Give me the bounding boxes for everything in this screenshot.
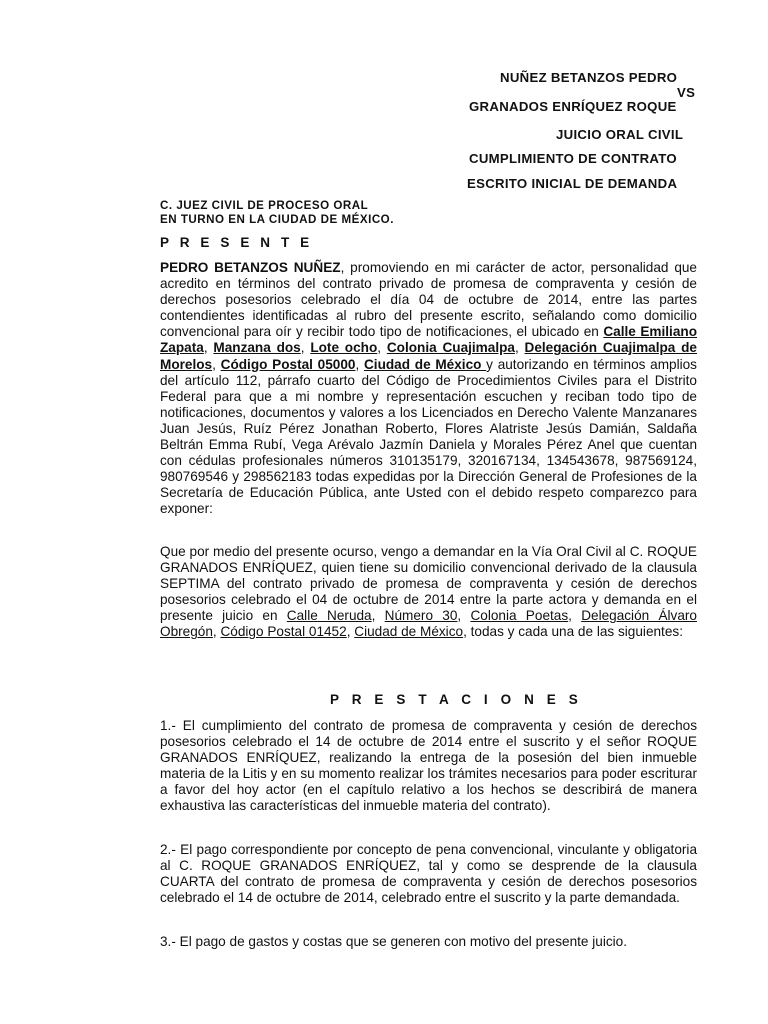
defendant-address-street: Calle Neruda [286,608,372,624]
case-party-actor: NUÑEZ BETANZOS PEDRO [500,70,678,85]
demand-paragraph [160,544,697,641]
defendant-address-postal: Código Postal 01452 [220,624,347,640]
case-subject: CUMPLIMIENTO DE CONTRATO [469,151,677,166]
document-type: ESCRITO INICIAL DE DEMANDA [467,176,678,191]
addressee-line-2: EN TURNO EN LA CIUDAD DE MÉXICO. [160,213,394,226]
intro-text-continued: y autorizando en términos amplios del artículo 112, párrafo cuarto del Código de Procedimientos Civiles para el Distrito Federal para que a mi nombre y representación escuchen y reciban todo tipo de notificaciones, documentos y valores a los Licenciados en Derecho Valente Manzanares Juan Jesús, Ruíz Pérez Jonathan Roberto, Flores Alatriste Jesús Damián, Saldaña Beltrán Emma Rubí, Vega Arévalo Jazmín Daniela y Morales Pérez Anel que cuentan con cédulas profesionales números 310135179, 320167134, 134543678, 987569124, 980769546 y 298562183 todas expedidas por la Dirección General de Profesiones de la Secretaría de Educación Pública, ante Usted con el debido respeto comparezco para exponer: [160,356,697,517]
actor-address-block: Manzana dos [213,340,301,356]
actor-address-delegation: Delegación Cuajimalpa de Morelos [160,340,697,372]
separator: , [568,608,582,624]
demand-text: Que por medio del presente ocurso, vengo a demandar en la Vía Oral Civil al C. ROQUE GRANADOS ENRÍQUEZ, quien tiene su domicilio convencional derivado de la clausula SEPTIMA del contrato privado de promesa de compraventa y cesión de derechos posesorios celebrado el 04 de octubre de 2014 entre la parte actora y demanda en el presente juicio en [160,544,697,624]
prestaciones-heading: P R E S T A C I O N E S [330,692,583,707]
defendant-address-city: Ciudad de México [354,624,464,640]
defendant-address-colony: Colonia Poetas [470,608,569,624]
addressee-line-1: C. JUEZ CIVIL DE PROCESO ORAL [160,199,369,212]
actor-address-colony: Colonia Cuajimalpa [386,340,515,356]
intro-text: , promoviendo en mi carácter de actor, personalidad que acredito en términos del contrato privado de promesa de compraventa y cesión de derechos posesorios celebrado el día 04 de octubre de 2014, entre las partes contendientes identificadas al rubro del presente escrito, señalando como domicilio convencional para oír y recibir todo tipo de notificaciones, el ubicado en [160,260,697,340]
prestacion-item-3: 3.- El pago de gastos y costas que se generen con motivo del presente juicio. [160,934,627,949]
separator: , [355,356,364,372]
separator: , [346,624,355,640]
case-type: JUICIO ORAL CIVIL [556,127,684,142]
intro-paragraph [160,260,697,518]
separator: , [300,340,311,356]
case-party-defendant: GRANADOS ENRÍQUEZ ROQUE [469,99,677,114]
prestacion-item-1: 1.- El cumplimiento del contrato de promesa de compraventa y cesión de derechos posesorios celebrado el 14 de octubre de 2014 entre el suscrito y el señor ROQUE GRANADOS ENRÍQUEZ, realizando la entrega de la posesión del bien inmueble materia de la Litis y en su momento realizar los trámites necesarios para poder escriturar a favor del hoy actor (en el capítulo relativo a los hechos se describirá de manera exhaustiva las características del inmueble materia del contrato). [160,718,697,814]
actor-address-street: Calle Emiliano Zapata [160,324,697,356]
separator: , [212,624,221,640]
separator: , [212,356,221,372]
defendant-address-number: Número 30 [384,608,458,624]
separator: , [377,340,387,356]
defendant-address-delegation: Delegación Álvaro Obregón [160,608,697,640]
separator: , [371,608,385,624]
actor-name: PEDRO BETANZOS NUÑEZ [160,260,341,275]
separator: , [514,340,525,356]
separator: , [457,608,471,624]
separator: , [203,340,214,356]
case-versus: VS [677,85,696,100]
actor-address-postal: Código Postal 05000 [220,356,356,372]
prestacion-item-2: 2.- El pago correspondiente por concepto de pena convencional, vinculante y obligatoria al C. ROQUE GRANADOS ENRÍQUEZ, tal y como se desprende de la clausula CUARTA del contrato de promesa de compraventa y cesión de derechos posesorios celebrado el 14 de octubre de 2014, celebrado entre el suscrito y la parte demandada. [160,842,697,906]
actor-address-lot: Lote ocho [310,340,378,356]
actor-address-city: Ciudad de México [363,356,487,372]
presente-heading: P R E S E N T E [160,235,313,250]
demand-text-continued: , todas y cada una de las siguientes: [463,624,683,640]
